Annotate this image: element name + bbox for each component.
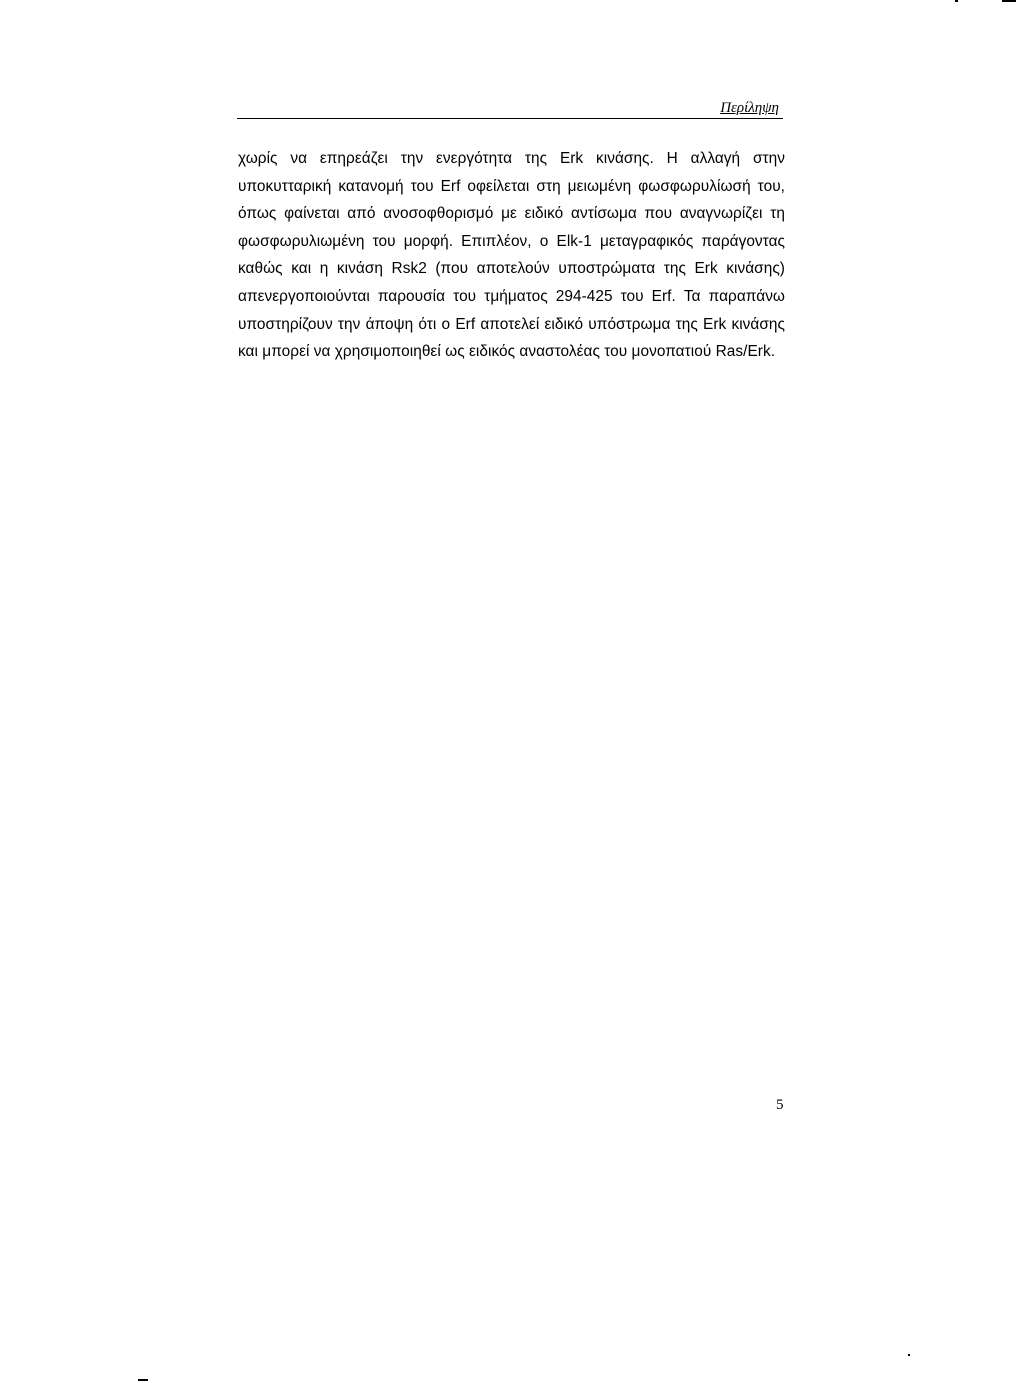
scan-mark-top-right: [1002, 0, 1016, 2]
body-paragraph: χωρίς να επηρεάζει την ενεργότητα της Erk κινάσης. Η αλλαγή στην υποκυτταρική κατανομή του Erf οφείλεται στη μειωμένη φωσφωρυλίωσή του, όπως φαίνεται από ανοσοφθορισμό με ειδικό αντίσωμα που αναγνωρίζει τη φωσφωρυλιωμένη του μορφή. Επιπλέον, ο Elk-1 μεταγραφικός παράγοντας καθώς και η κινάση Rsk2 (που αποτελούν υποστρώματα της Erk κινάσης) απενεργοποιούνται παρουσία του τμήματος 294-425 του Erf. Τα παραπάνω υποστηρίζουν την άποψη ότι ο Erf αποτελεί ειδικό υπόστρωμα της Erk κινάσης και μπορεί να χρησιμοποιηθεί ως ειδικός αναστολέας του μονοπατιού Ras/Erk.: [238, 150, 785, 361]
scan-mark-bottom-right-dot: [908, 1354, 910, 1356]
scan-mark-top-right-dot: [955, 0, 958, 2]
running-head-title: Περίληψη: [720, 100, 779, 116]
scan-mark-bottom-left: [138, 1379, 148, 1381]
header-rule: [237, 118, 783, 119]
page-number: 5: [776, 1097, 784, 1113]
